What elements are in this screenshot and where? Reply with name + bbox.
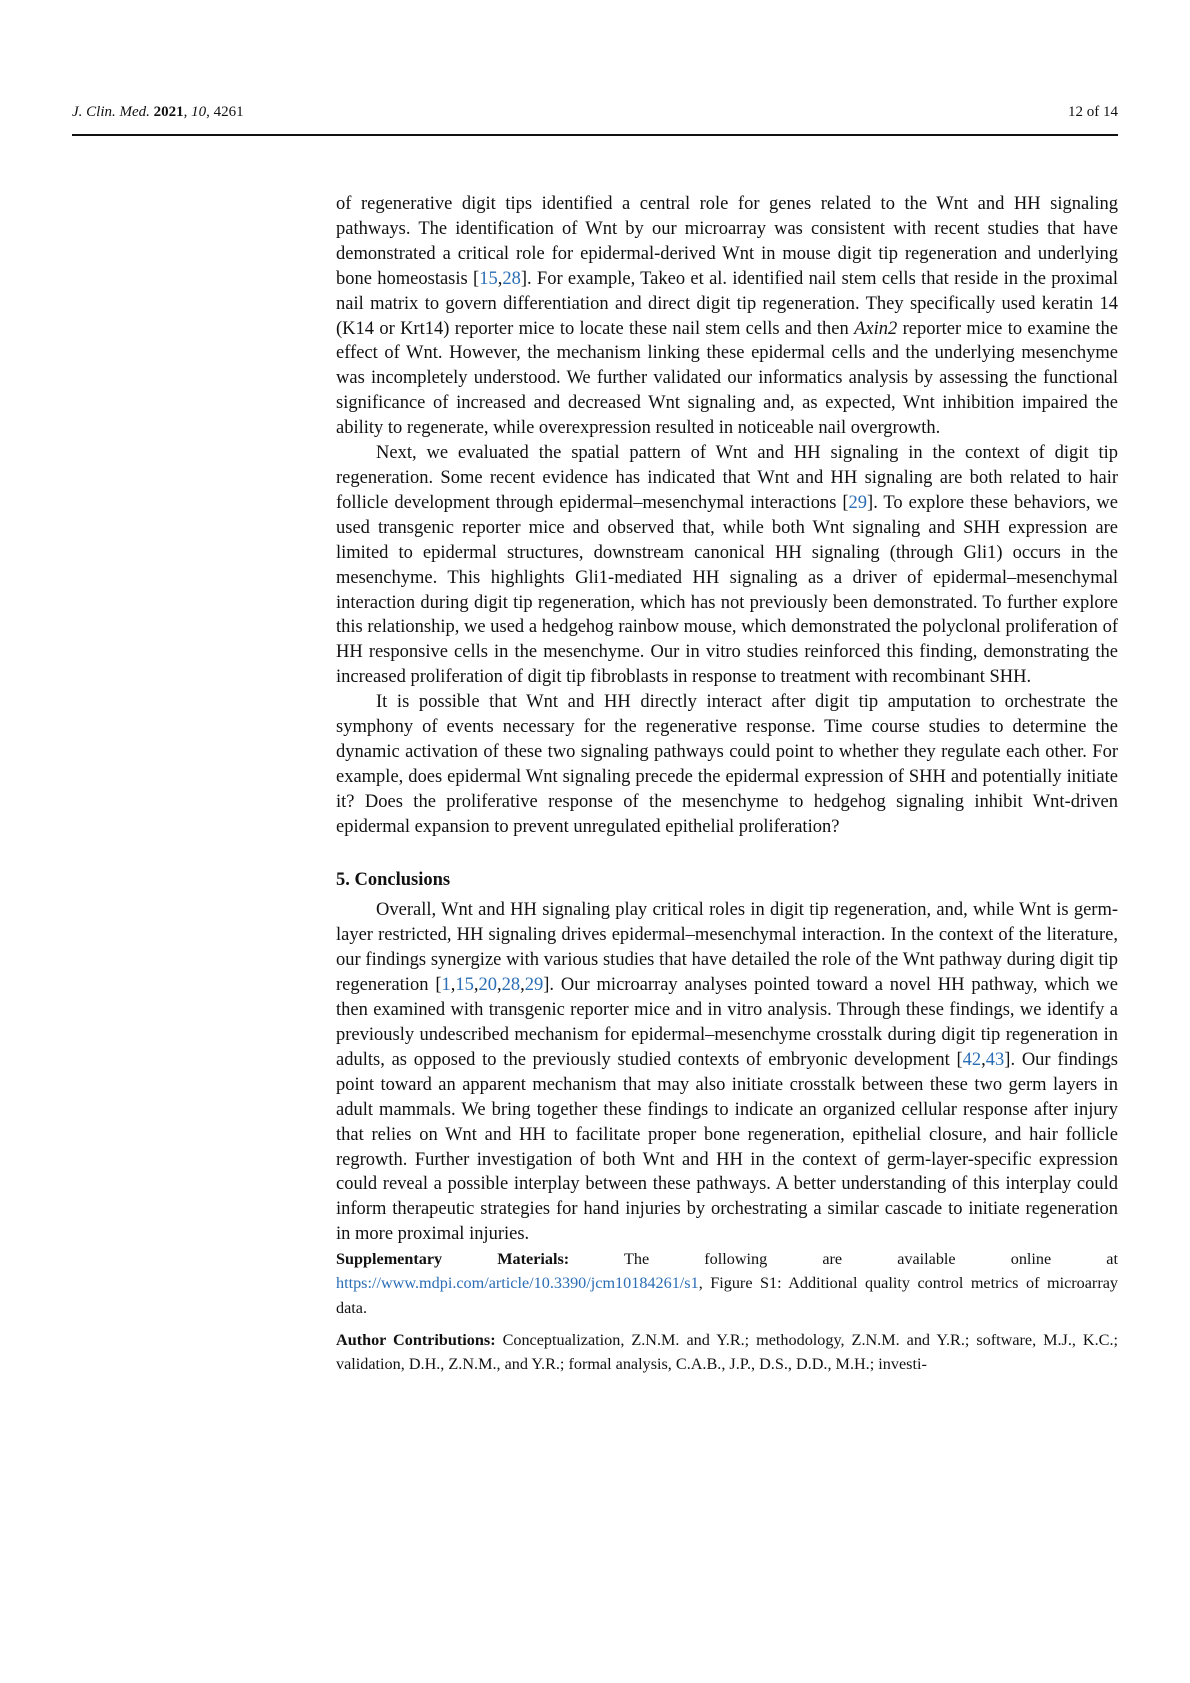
journal-volume: 10	[191, 104, 207, 120]
citation-link[interactable]: 15	[479, 268, 498, 289]
contributions-label: Author Contributions:	[336, 1330, 496, 1349]
paragraph-4: Overall, Wnt and HH signaling play critical roles in digit tip regeneration, and, while Wnt is germ-layer restricted, HH signaling drives epidermal–mesenchymal interaction. In the context of the literature, our findings synergize with various studies that have detailed the role of the Wnt pathway during digit tip regeneration [1,15,20,28,29]. Our microarray analyses pointed toward a novel HH pathway, which we then examined with transgenic reporter mice and in vitro analysis. Through these findings, we identify a previously undescribed mechanism for epidermal–mesenchyme crosstalk during digit tip regeneration in adults, as opposed to the previously studied contexts of embryonic development [42,43]. Our findings point toward an apparent mechanism that may also initiate crosstalk between these two germ layers in adult mammals. We bring together these findings to indicate an organized cellular response after injury that relies on Wnt and HH to facilitate proper bone regeneration, epithelial closure, and hair follicle regrowth. Further investigation of both Wnt and HH in the context of germ-layer-specific expression could reveal a possible interplay between these pathways. A better understanding of this interplay could inform therapeutic strategies for hand injuries by orchestrating a similar cascade to initiate regeneration in more proximal injuries.	[336, 900, 1118, 1245]
header-rule	[72, 134, 1118, 136]
author-contributions: Author Contributions: Conceptualization, Z.N.M. and Y.R.; methodology, Z.N.M. and Y.R.; software, M.J., K.C.; validation, D.H., Z.N.M., and Y.R.; formal analysis, C.A.B., J.P., D.S., D.D., M.H.; investi-	[336, 1330, 1118, 1373]
citation-link[interactable]: 29	[524, 975, 544, 996]
paragraph-2: Next, we evaluated the spatial pattern of Wnt and HH signaling in the context of digit tip regeneration. Some recent evidence has indicated that Wnt and HH signaling are both related to hair follicle development through epidermal–mesenchymal interactions [29]. To explore these behaviors, we used transgenic reporter mice and observed that, while both Wnt signaling and SHH expression are limited to epidermal structures, downstream canonical HH signaling (through Gli1) occurs in the mesenchyme. This highlights Gli1-mediated HH signaling as a driver of epidermal–mesenchymal interaction during digit tip regeneration, which has not previously been demonstrated. To further explore this relationship, we used a hedgehog rainbow mouse, which demonstrated the polyclonal proliferation of HH responsive cells in the mesenchyme. Our in vitro studies reinforced this finding, demonstrating the increased proliferation of digit tip fibroblasts in response to treatment with recombinant SHH.	[336, 443, 1118, 688]
paragraph-1: of regenerative digit tips identified a central role for genes related to the Wnt and HH signaling pathways. The identification of Wnt by our microarray was consistent with recent studies that have demonstrated a critical role for epidermal-derived Wnt in mouse digit tip regeneration and underlying bone homeostasis [15,28]. For example, Takeo et al. identified nail stem cells that reside in the proximal nail matrix to govern differentiation and direct digit tip regeneration. They specifically used keratin 14 (K14 or Krt14) reporter mice to locate these nail stem cells and then Axin2 reporter mice to examine the effect of Wnt. However, the mechanism linking these epidermal cells and the underlying mesenchyme was incompletely understood. We further validated our informatics analysis by assessing the functional significance of increased and decreased Wnt signaling and, as expected, Wnt inhibition impaired the ability to regenerate, while overexpression resulted in noticeable nail overgrowth.	[336, 194, 1119, 439]
citation-link[interactable]: 28	[502, 268, 521, 289]
citation-link[interactable]: 29	[848, 492, 868, 513]
citation-link[interactable]: 28	[501, 975, 521, 996]
journal-name: J. Clin. Med.	[72, 104, 150, 120]
citation-link[interactable]: 1	[441, 975, 451, 996]
citation-link[interactable]: 15	[455, 975, 474, 996]
journal-year: 2021	[153, 104, 184, 120]
citation-link[interactable]: 43	[985, 1049, 1005, 1070]
citation-link[interactable]: 42	[962, 1049, 982, 1070]
supplementary-label: Supplementary Materials:	[336, 1250, 570, 1269]
journal-citation: J. Clin. Med. 2021, 10, 4261	[72, 104, 244, 120]
supplementary-url-link[interactable]: https://www.mdpi.com/article/10.3390/jcm10184261/s1	[336, 1274, 699, 1293]
paragraph-3: It is possible that Wnt and HH directly interact after digit tip amputation to orchestrate the symphony of events necessary for the regenerative response. Time course studies to determine the dynamic activation of these two signaling pathways could point to whether they regulate each other. For example, does epidermal Wnt signaling precede the epidermal expression of SHH and potentially initiate it? Does the proliferative response of the mesenchyme to hedgehog signaling inhibit Wnt-driven epidermal expansion to prevent unregulated epithelial proliferation?	[336, 692, 1118, 837]
article-number: 4261	[213, 104, 244, 120]
citation-link[interactable]: 20	[478, 975, 497, 996]
page-number: 12 of 14	[1068, 104, 1118, 120]
running-header	[72, 104, 1118, 126]
main-text	[336, 192, 1118, 1376]
gene-name: Axin2	[854, 318, 898, 339]
supplementary-materials: Supplementary Materials: The following are available online at https://www.mdpi.com/article/10.3390/jcm10184261/s1, Figure S1: Additional quality control metrics of microarray data.	[336, 1250, 1118, 1317]
section-heading: 5. Conclusions	[336, 869, 451, 890]
